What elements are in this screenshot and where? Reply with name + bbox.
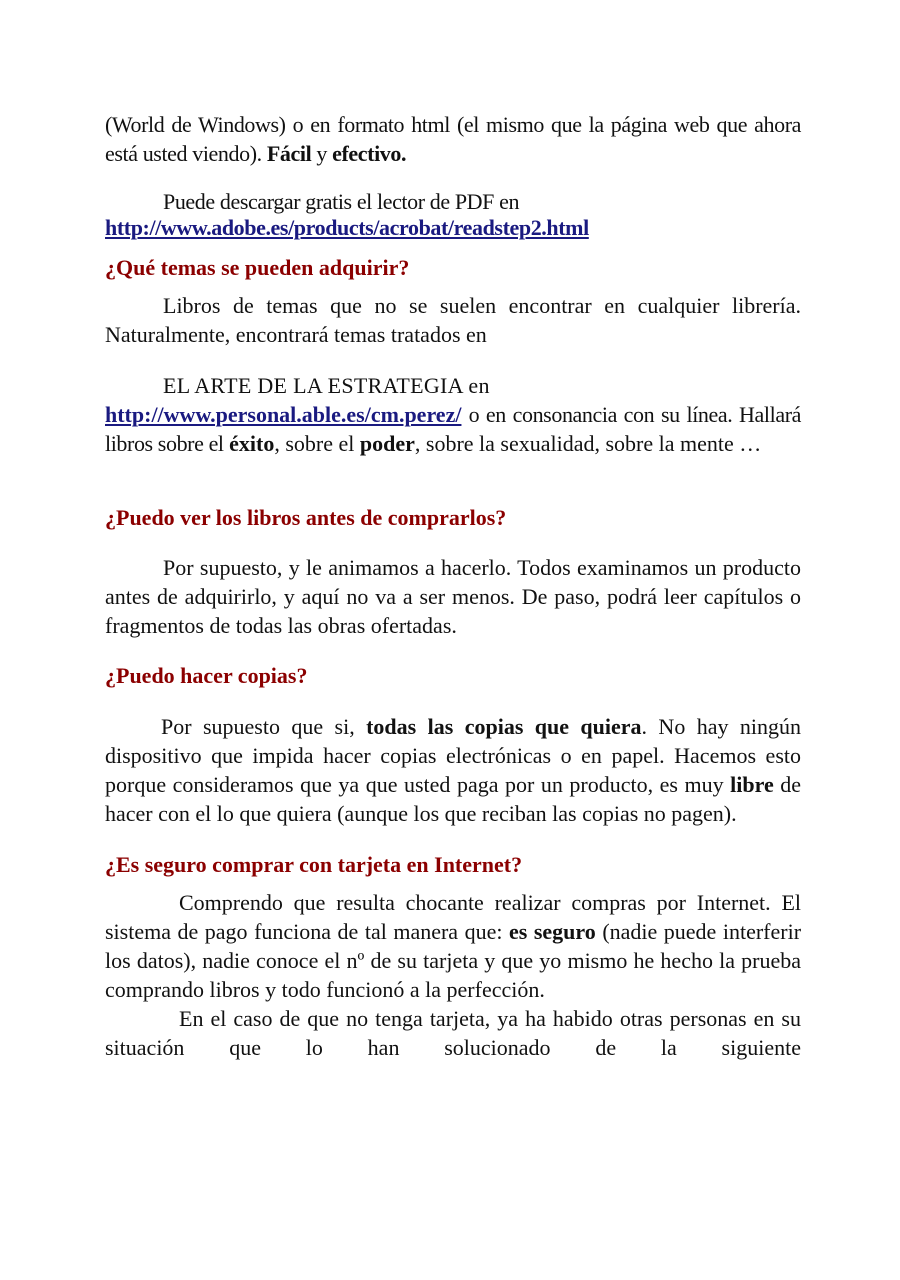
heading-ver-libros: ¿Puedo ver los libros antes de comprarlos? bbox=[105, 505, 507, 530]
tarjeta-p1-end: (nadie puede interferir los datos), nadie conoce el nº de su tarjeta y que yo mismo he hecho la prueba comprando libros y todo funcionó a la perfección. bbox=[105, 919, 802, 1002]
intro-bold-efectivo: efectivo. bbox=[332, 141, 407, 166]
document-body bbox=[105, 110, 801, 1062]
copias-end: de hacer con el lo que quiera (aunque los que reciban las copias no pagen). bbox=[105, 772, 802, 826]
arte-mid: , sobre el bbox=[274, 431, 355, 456]
pdf-text: Puede descargar gratis el lector de PDF en bbox=[163, 189, 520, 214]
arte-after: o en consonancia con su línea. Hallará libros sobre el bbox=[105, 402, 801, 456]
poder-bold: poder bbox=[359, 431, 415, 456]
ver-libros-paragraph: Por supuesto, y le animamos a hacerlo. Todos examinamos un producto antes de adquirirlo, y aquí no va a ser menos. De paso, podrá leer capítulos o fragmentos de todas las obras ofertadas. bbox=[105, 555, 801, 638]
copias-paragraph bbox=[105, 712, 801, 828]
seguro-bold: es seguro bbox=[509, 919, 596, 944]
copias-start: Por supuesto que si, bbox=[161, 714, 355, 739]
intro-text: (World de Windows) o en formato html (el mismo que la página web que ahora está usted viendo). bbox=[105, 112, 801, 166]
pdf-paragraph bbox=[105, 189, 801, 241]
intro-paragraph bbox=[105, 110, 801, 168]
arte-end: , sobre la sexualidad, sobre la mente … bbox=[414, 431, 762, 456]
tarjeta-paragraph-1 bbox=[105, 888, 801, 1004]
heading-copias: ¿Puedo hacer copias? bbox=[105, 663, 308, 688]
tarjeta-paragraph-2: En el caso de que no tenga tarjeta, ya ha habido otras personas en su situación que lo han solucionado de la siguiente bbox=[105, 1006, 801, 1060]
intro-conj: y bbox=[316, 141, 328, 166]
arte-text: EL ARTE DE LA ESTRATEGIA en bbox=[163, 373, 490, 398]
personal-link[interactable]: http://www.personal.able.es/cm.perez/ bbox=[105, 402, 462, 427]
heading-temas: ¿Qué temas se pueden adquirir? bbox=[105, 255, 410, 280]
tarjeta-p1-start: Comprendo que resulta chocante realizar compras por Internet. El sistema de pago funciona de tal manera que: bbox=[105, 890, 801, 944]
adobe-link[interactable]: http://www.adobe.es/products/acrobat/readstep2.html bbox=[105, 215, 589, 240]
intro-bold-facil: Fácil bbox=[266, 141, 312, 166]
heading-tarjeta: ¿Es seguro comprar con tarjeta en Internet? bbox=[105, 852, 523, 877]
copias-bold: todas las copias que quiera bbox=[366, 714, 642, 739]
libre-bold: libre bbox=[730, 772, 774, 797]
copias-middle: . No hay ningún dispositivo que impida hacer copias electrónicas o en papel. Hacemos esto porque consideramos que ya que usted paga por un producto, es muy bbox=[105, 714, 801, 797]
exito-bold: éxito bbox=[229, 431, 275, 456]
arte-paragraph bbox=[105, 371, 801, 458]
temas-paragraph: Libros de temas que no se suelen encontrar en cualquier librería. Naturalmente, encontrará temas tratados en bbox=[105, 293, 801, 347]
